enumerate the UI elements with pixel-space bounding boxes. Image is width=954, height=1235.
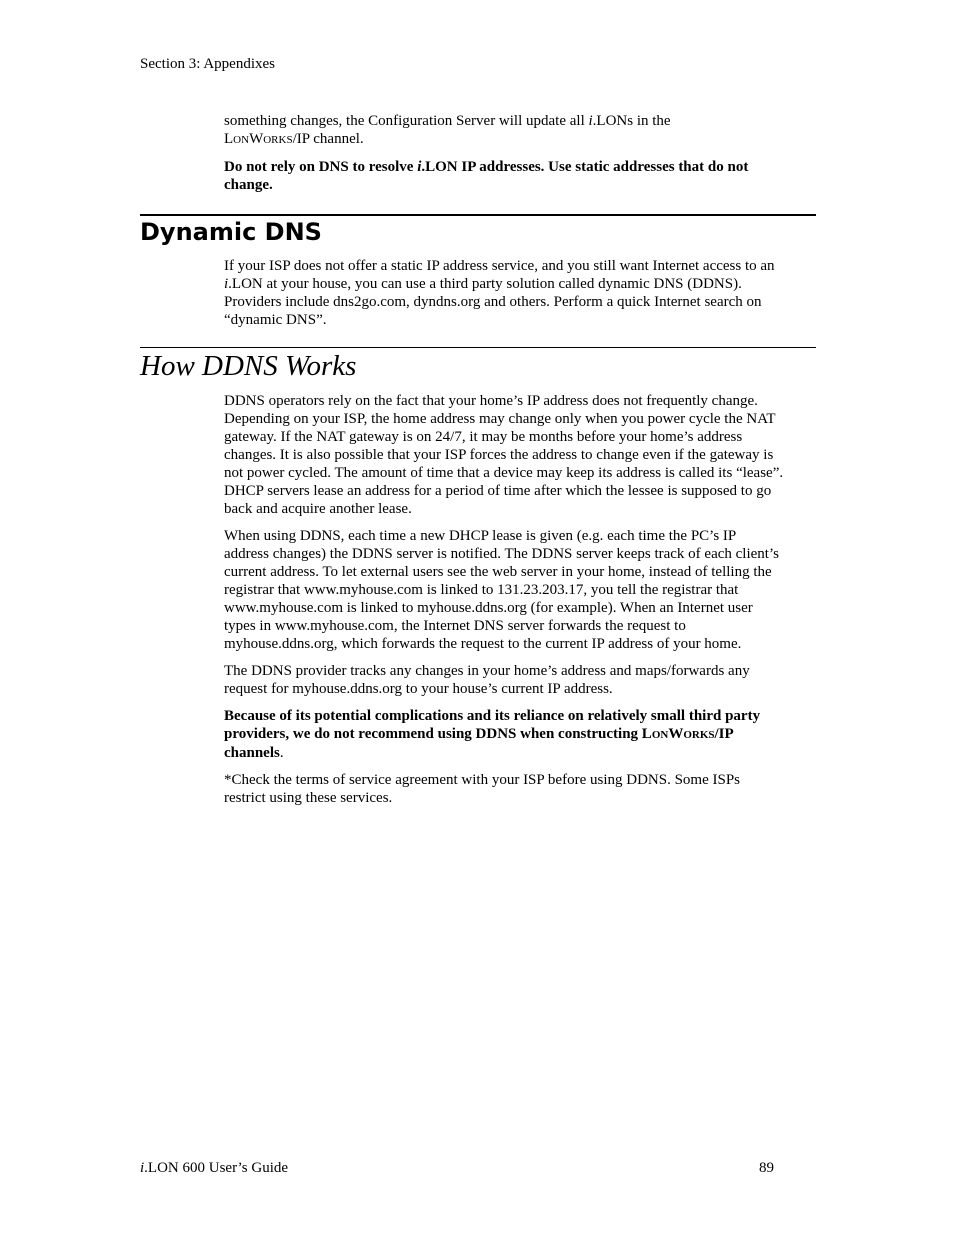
how-ddns-paragraph-2: When using DDNS, each time a new DHCP lease is given (e.g. each time the PC’s IP address changes) the DDNS server is notified. The DDNS server keeps track of each client’s current address. To let external users see the web server in your home, instead of telling the registrar that www.myhouse.com is linked to 131.23.203.17, you tell the registrar that www.myhouse.com is linked to myhouse.ddns.org (for example). When an Internet user types in www.myhouse.com, the Internet DNS server forwards the request to myhouse.ddns.org, which forwards the request to the current IP address of your home. <box>224 528 779 652</box>
subsection-rule <box>140 347 816 348</box>
page-number: 89 <box>759 1160 774 1176</box>
running-header: Section 3: Appendixes <box>140 56 275 72</box>
dynamic-dns-paragraph: If your ISP does not offer a static IP address service, and you still want Internet access to an i.LON at your house, you can use a third party solution called dynamic DNS (DDNS). Providers include dns2go.com, dyndns.org and others. Perform a quick Internet search on “dynamic DNS”. <box>224 258 775 328</box>
how-ddns-paragraph-1: DDNS operators rely on the fact that your home’s IP address does not frequently change. Depending on your ISP, the home address may change only when you power cycle the NAT gateway. If the NAT gateway is on 24/7, it may be months before your home’s address changes. It is also possible that your ISP forces the address to change even if the gateway is not power cycled. The amount of time that a device may keep its address is called its “lease”. DHCP servers lease an address for a period of time after which the lessee is supposed to go back and acquire another lease. <box>224 393 784 517</box>
how-ddns-paragraph-3: The DDNS provider tracks any changes in your home’s address and maps/forwards any request for myhouse.ddns.org to your house’s current IP address. <box>224 663 750 697</box>
how-ddns-block <box>224 392 784 807</box>
how-ddns-note: *Check the terms of service agreement with your ISP before using DDNS. Some ISPs restrict using these services. <box>224 772 741 806</box>
heading-dynamic-dns: Dynamic DNS <box>140 218 322 246</box>
footer-guide-title: i.LON 600 User’s Guide <box>140 1160 289 1176</box>
intro-block <box>224 112 784 194</box>
intro-warning: Do not rely on DNS to resolve i.LON IP addresses. Use static addresses that do not change. <box>224 159 749 193</box>
dynamic-dns-block <box>224 257 784 329</box>
section-rule <box>140 214 816 216</box>
intro-paragraph: something changes, the Configuration Server will update all i.LONs in the LONWORKS/IP channel. <box>224 113 671 147</box>
heading-how-ddns-works: How DDNS Works <box>140 350 357 382</box>
how-ddns-warning: Because of its potential complications and its reliance on relatively small third party providers, we do not recommend using DDNS when constructing LONWORKS/IP channels. <box>224 708 761 761</box>
